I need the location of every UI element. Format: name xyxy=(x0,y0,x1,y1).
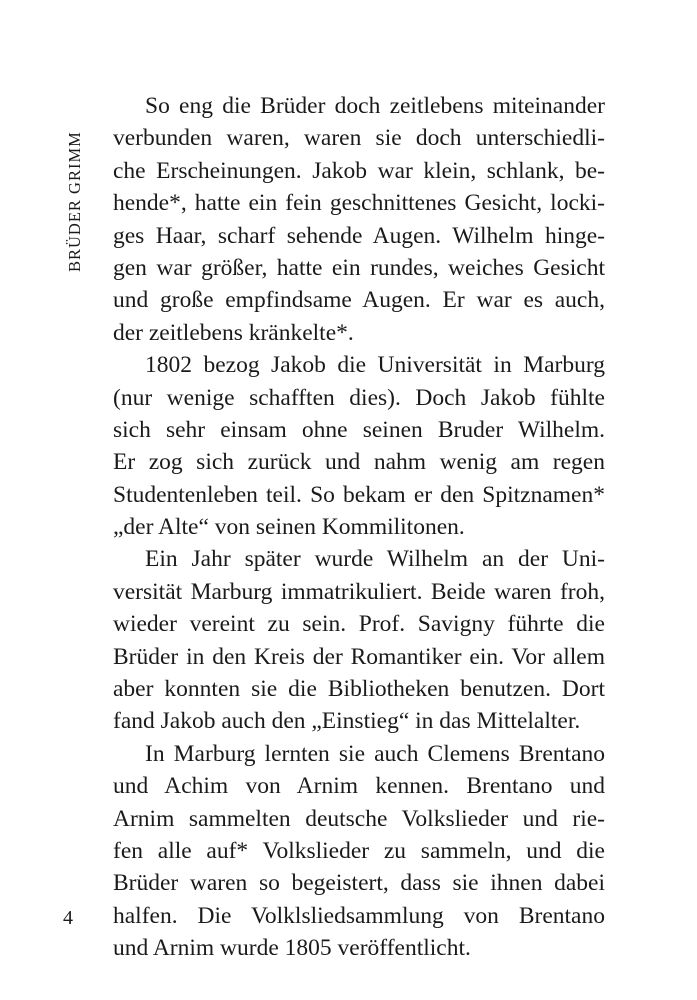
text-line: So eng die Brüder doch zeitlebens miteinander xyxy=(145,93,605,119)
text-line: hende*, hatte ein fein geschnittenes Gesicht, locki- xyxy=(113,190,605,217)
text-line: halfen. Die Volklsliedsammlung von Brentano xyxy=(113,902,605,929)
text-line: Er zog sich zurück und nahm wenig am regen xyxy=(113,449,605,476)
body-text xyxy=(113,90,605,965)
text-line: und Arnim wurde 1805 veröffentlicht. xyxy=(113,935,471,962)
text-line: verbunden waren, waren sie doch unterschiedli- xyxy=(113,125,605,152)
text-line: und große empfindsame Augen. Er war es auch, xyxy=(113,287,605,314)
text-line: che Erscheinungen. Jakob war klein, schlank, be- xyxy=(113,157,605,184)
text-line: gen war größer, hatte ein rundes, weiches Gesicht xyxy=(113,254,605,281)
text-line: fand Jakob auch den „Einstieg“ in das Mittelalter. xyxy=(113,708,581,735)
text-line: aber konnten sie die Bibliotheken benutzen. Dort xyxy=(113,676,605,703)
running-head xyxy=(61,100,84,280)
text-line: ges Haar, scharf sehende Augen. Wilhelm hinge- xyxy=(113,222,605,249)
text-line: sich sehr einsam ohne seinen Bruder Wilhelm. xyxy=(113,416,605,443)
text-line: Arnim sammelten deutsche Volkslieder und rie- xyxy=(113,805,605,832)
text-line: fen alle auf* Volkslieder zu sammeln, und die xyxy=(113,837,605,864)
text-line: In Marburg lernten sie auch Clemens Brentano xyxy=(145,740,605,767)
text-line: „der Alte“ von seinen Kommilitonen. xyxy=(113,514,465,541)
text-line: 1802 bezog Jakob die Universität in Marburg xyxy=(145,352,605,379)
text-line: (nur wenige schafften dies). Doch Jakob fühlte xyxy=(113,384,605,411)
text-line: versität Marburg immatrikuliert. Beide waren froh, xyxy=(113,578,605,605)
text-line: und Achim von Arnim kennen. Brentano und xyxy=(113,773,605,800)
text-line: Brüder in den Kreis der Romantiker ein. Vor allem xyxy=(113,643,605,670)
text-line: Studentenleben teil. So bekam er den Spitznamen* xyxy=(113,481,605,508)
text-line: wieder vereint zu sein. Prof. Savigny führte die xyxy=(113,611,605,638)
text-line: Ein Jahr später wurde Wilhelm an der Uni- xyxy=(145,546,605,573)
text-line: der zeitlebens kränkelte*. xyxy=(113,319,354,346)
text-line: Brüder waren so begeistert, dass sie ihnen dabei xyxy=(113,870,605,897)
running-head-text: BRÜDER GRIMM xyxy=(65,131,84,272)
page-number: 4 xyxy=(63,907,73,929)
